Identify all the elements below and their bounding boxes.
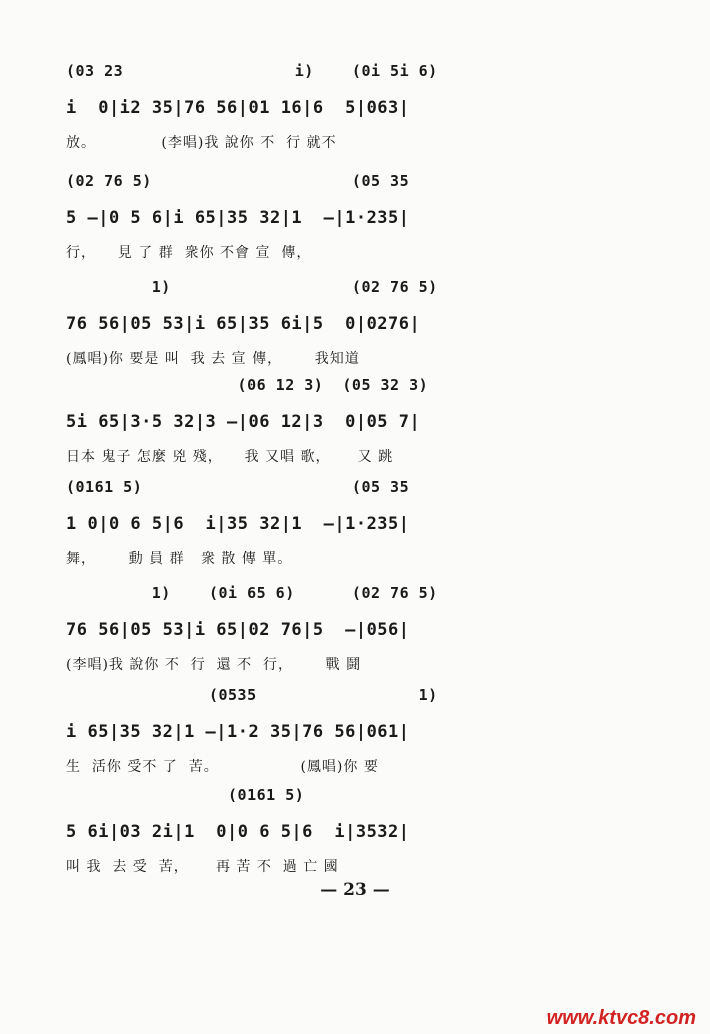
accompaniment-line: 1) (0i 65 6) (02 76 5): [66, 584, 438, 602]
accompaniment-line: 1) (02 76 5): [66, 278, 438, 296]
lyrics-line: 叫 我 去 受 苦， 再 苦 不 過 亡 國: [66, 859, 339, 875]
lyrics-line: (李唱)我 說你 不 行 還 不 行， 戰 鬪: [66, 657, 362, 673]
lyrics-line: 放。 (李唱)我 說你 不 行 就不: [66, 135, 337, 151]
melody-line: 5 6i|03 2i|1 0|0 6 5|6 i|3532|: [66, 822, 410, 842]
watermark: www.ktvc8.com: [546, 1007, 696, 1029]
melody-line: 1 0|0 6 5|6 i|35 32|1 —|1·235|: [66, 514, 410, 534]
melody-line: 76 56|05 53|i 65|35 6i|5 0|0276|: [66, 314, 421, 334]
melody-line: 76 56|05 53|i 65|02 76|5 —|056|: [66, 620, 410, 640]
melody-line: 5i 65|3·5 32|3 —|06 12|3 0|05 7|: [66, 412, 421, 432]
melody-line: 5 —|0 5 6|i 65|35 32|1 —|1·235|: [66, 208, 410, 228]
melody-line: i 65|35 32|1 —|1·2 35|76 56|061|: [66, 722, 410, 742]
lyrics-line: (鳳唱)你 要是 叫 我 去 宣 傳， 我知道: [66, 351, 360, 367]
accompaniment-line: (03 23 i) (0i 5i 6): [66, 62, 438, 80]
lyrics-line: 生 活你 受不 了 苦。 (鳳唱)你 要: [66, 759, 379, 775]
melody-line: i 0|i2 35|76 56|01 16|6 5|063|: [66, 98, 410, 118]
accompaniment-line: (02 76 5) (05 35: [66, 172, 410, 190]
lyrics-line: 行， 見 了 群 衆你 不會 宣 傳，: [66, 245, 312, 261]
accompaniment-line: (06 12 3) (05 32 3): [66, 376, 429, 394]
accompaniment-line: (0535 1): [66, 686, 438, 704]
accompaniment-line: (0161 5) (05 35: [66, 478, 410, 496]
lyrics-line: 舞， 動 員 群 衆 散 傳 單。: [66, 551, 293, 567]
lyrics-line: 日本 鬼子 怎麼 兇 殘， 我 又唱 歌， 又 跳: [66, 449, 394, 465]
accompaniment-line: (0161 5): [66, 786, 305, 804]
page-number: — 23 —: [320, 880, 390, 900]
